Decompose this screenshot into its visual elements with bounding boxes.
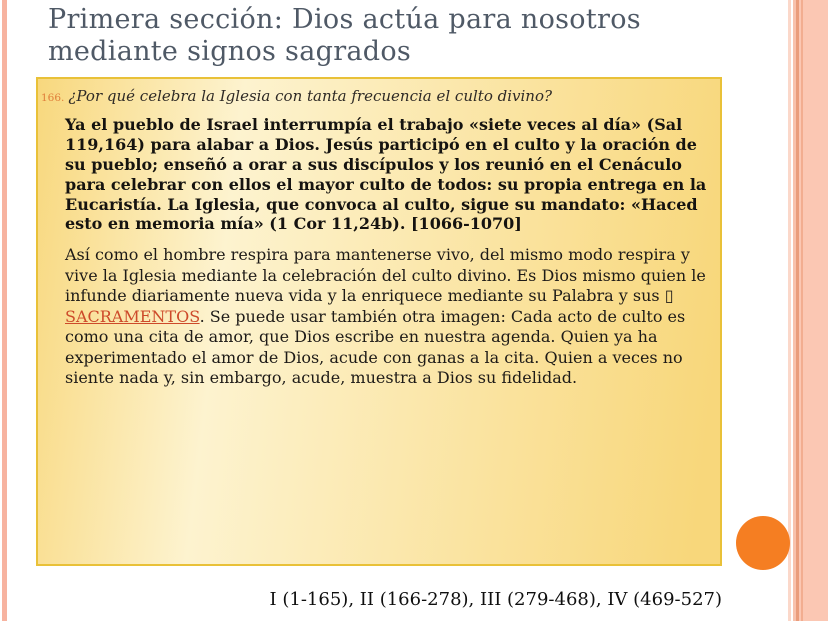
- orange-circle-decoration: [736, 516, 790, 570]
- right-stripe-panel: [799, 0, 828, 621]
- commentary-text-before-link: Así como el hombre respira para mantenerse vivo, del mismo modo respira y vive la Iglesia mediante la celebración del culto divino. Es Dios mismo quien le infunde diariamente nueva vida y la enriquece mediante su Palabra y sus ▯: [65, 245, 706, 306]
- left-accent-bar: [2, 0, 7, 621]
- question-line: [41, 86, 710, 106]
- question-text: ¿Por qué celebra la Iglesia con tanta frecuencia el culto divino?: [68, 87, 553, 105]
- commentary-paragraph: [65, 245, 725, 388]
- commentary-text-after-link: . Se puede usar también otra imagen: Cada acto de culto es como una cita de amor, que Dios escribe en nuestra agenda. Quien ya ha experimentado el amor de Dios, acude con ganas a la cita. Quien a veces no siente nada y, sin embargo, acude, muestra a Dios su fidelidad.: [65, 306, 686, 388]
- right-stripe-inner-line: [801, 0, 803, 621]
- index-footer: I (1-165), II (166-278), III (279-468), IV (469-527): [269, 589, 722, 610]
- sacramentos-link[interactable]: SACRAMENTOS: [65, 306, 200, 326]
- right-stripe-thin: [788, 0, 791, 621]
- question-box: [36, 77, 722, 566]
- slide-title: Primera sección: Dios actúa para nosotros mediante signos sagrados: [48, 4, 641, 67]
- question-number: 166.: [41, 92, 65, 104]
- answer-paragraph: Ya el pueblo de Israel interrumpía el trabajo «siete veces al día» (Sal 119,164) para alabar a Dios. Jesús participó en el culto y la oración de su pueblo; enseñó a orar a sus discípulos y los reunió en el Cenáculo para celebrar con ellos el mayor culto de todos: su propia entrega en la Eucaristía. La Iglesia, que convoca al culto, sigue su mandato: «Haced esto en memoria mía» (1 Cor 11,24b). [1066-1070]: [65, 115, 707, 234]
